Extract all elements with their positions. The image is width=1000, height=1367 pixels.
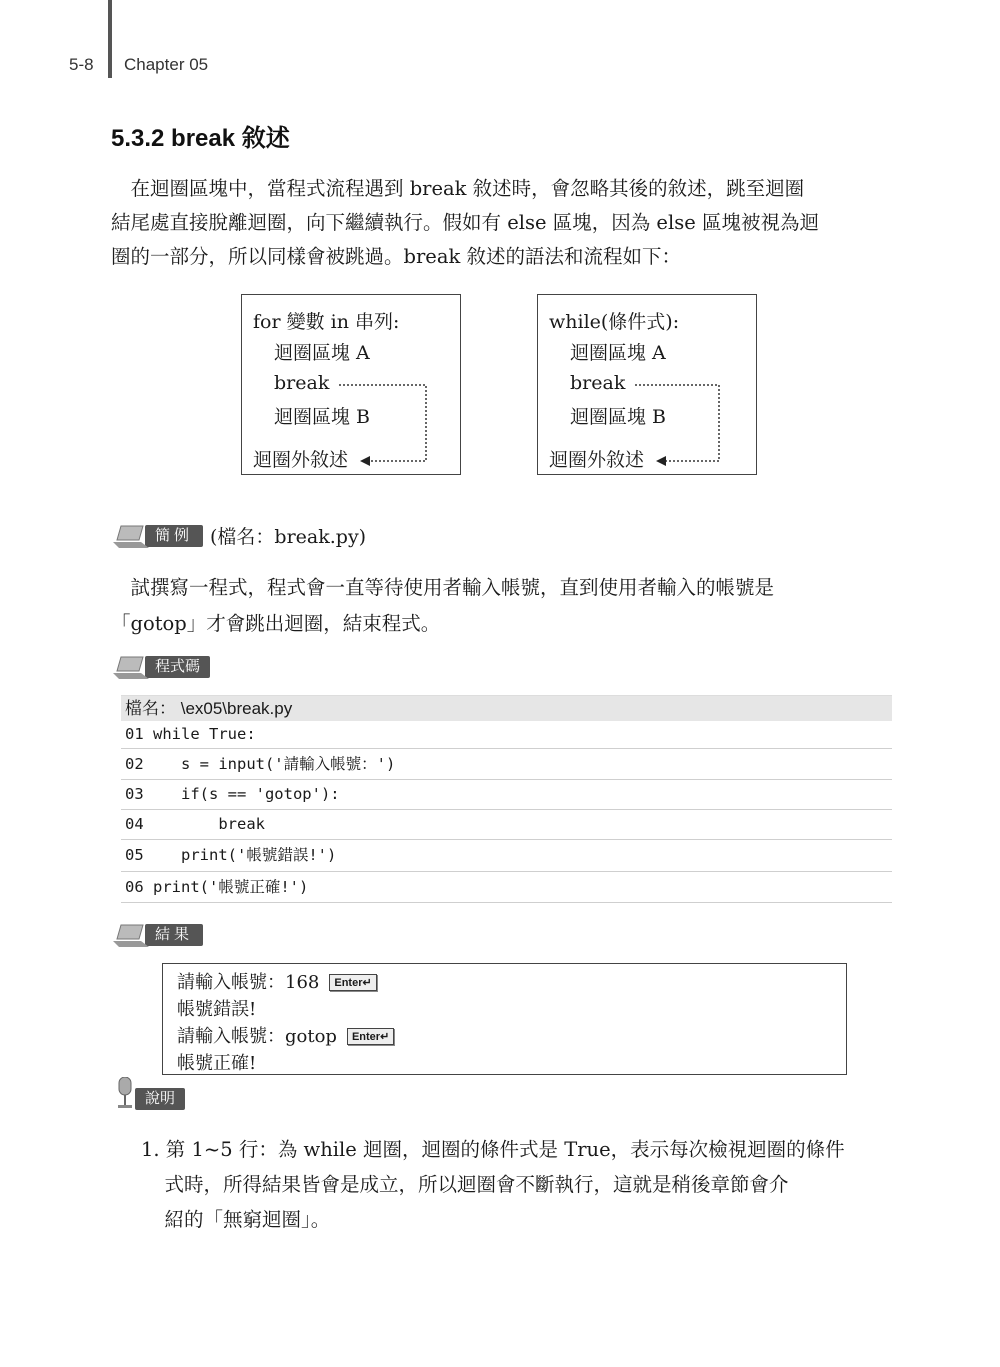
microphone-icon — [113, 1087, 139, 1111]
enter-key-icon: Enter↵ — [347, 1028, 394, 1045]
for-syntax-diagram — [241, 294, 461, 475]
chapter-label: Chapter 05 — [124, 55, 209, 74]
intro-line: 在迴圈區塊中，當程式流程遇到 break 敘述時，會忽略其後的敘述，跳至迴圈 — [111, 177, 805, 200]
code-line: 04 break — [121, 810, 892, 840]
laptop-icon — [113, 655, 149, 679]
code-line: 05 print('帳號錯誤!') — [121, 840, 892, 872]
intro-line: 圈的一部分，所以同樣會被跳過。break 敘述的語法和流程如下： — [111, 245, 681, 268]
code-line: 06 print('帳號正確!') — [121, 872, 892, 903]
output-line — [177, 1022, 394, 1048]
output-line — [177, 968, 377, 994]
explain-tag-label: 說明 — [135, 1088, 185, 1110]
while-syntax-diagram — [537, 294, 757, 475]
outside-statement: 迴圈外敘述 — [549, 449, 645, 471]
example-filename: (檔名：break.py) — [210, 526, 367, 548]
block-b: 迴圈區塊 B — [570, 406, 667, 428]
output-text: 請輸入帳號：gotop — [177, 1026, 337, 1047]
outside-statement: 迴圈外敘述 — [253, 449, 349, 471]
explain-line: 式時，所得結果皆會是成立，所以迴圈會不斷執行，這就是稍後章節會介 — [145, 1173, 789, 1196]
block-b: 迴圈區塊 B — [274, 406, 371, 428]
code-tag-label: 程式碼 — [145, 656, 210, 678]
example-tag-label: 簡例 — [145, 525, 203, 547]
explain-line: 紹的「無窮迴圈」。 — [145, 1208, 331, 1231]
break-keyword: break — [274, 372, 330, 394]
output-line: 帳號錯誤! — [177, 999, 257, 1020]
for-header: for 變數 in 串列: — [253, 311, 400, 333]
output-text: 請輸入帳號：168 — [177, 972, 320, 993]
break-keyword: break — [570, 372, 626, 394]
intro-paragraph — [111, 172, 891, 274]
example-description — [111, 570, 891, 642]
while-header: while(條件式): — [549, 311, 680, 333]
explain-line: 1. 第 1~5 行：為 while 迴圈，迴圈的條件式是 True，表示每次檢視迴圈的條件 — [141, 1138, 845, 1161]
enter-key-icon: Enter↵ — [329, 974, 376, 991]
example-line: 「gotop」才會跳出迴圈，結束程式。 — [111, 612, 441, 635]
page-number: 5-8 — [69, 55, 94, 74]
output-line: 帳號正確! — [177, 1053, 257, 1074]
block-a: 迴圈區塊 A — [570, 342, 666, 364]
result-output — [162, 963, 847, 1075]
code-filename: 檔名： \ex05\break.py — [121, 696, 892, 721]
code-listing — [121, 695, 892, 903]
result-tag — [113, 924, 203, 946]
example-tag — [113, 525, 203, 547]
laptop-icon — [113, 524, 149, 548]
section-title: 5.3.2 break 敘述 — [111, 125, 290, 152]
code-line: 01 while True: — [121, 721, 892, 749]
intro-line: 結尾處直接脫離迴圈，向下繼續執行。假如有 else 區塊，因為 else 區塊被視為迴 — [111, 211, 819, 234]
example-line: 試撰寫一程式，程式會一直等待使用者輸入帳號，直到使用者輸入的帳號是 — [111, 576, 775, 599]
block-a: 迴圈區塊 A — [274, 342, 370, 364]
header-rule — [108, 0, 112, 78]
code-tag — [113, 656, 210, 678]
result-tag-label: 結果 — [145, 924, 203, 946]
explain-tag — [113, 1088, 185, 1110]
code-line: 03 if(s == 'gotop'): — [121, 780, 892, 810]
laptop-icon — [113, 923, 149, 947]
explanation-paragraph — [141, 1132, 891, 1237]
code-line: 02 s = input('請輸入帳號：') — [121, 749, 892, 780]
